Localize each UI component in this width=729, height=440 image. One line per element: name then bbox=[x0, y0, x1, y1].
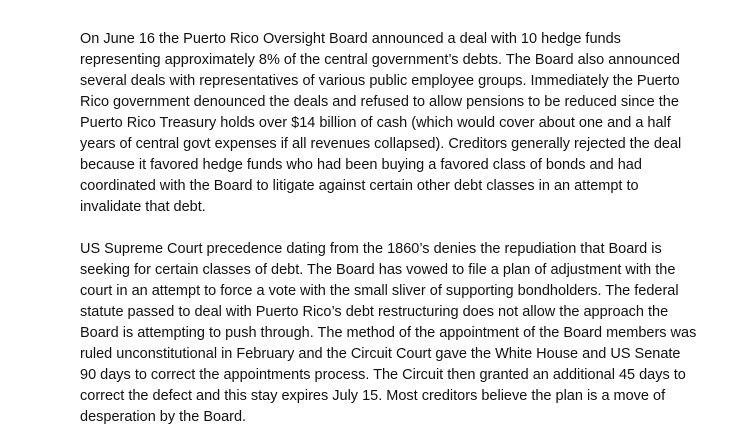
paragraph-oversight-board-deal: On June 16 the Puerto Rico Oversight Board announced a deal with 10 hedge funds representing approximately 8% of the central government’s debts. The Board also announced several deals with representatives of various public employee groups. Immediately the Puerto Rico government denounced the deals and refused to allow pensions to be reduced since the Puerto Rico Treasury holds over $14 billion of cash (which would cover about one and a half years of central govt expenses if all revenues collapsed). Creditors generally rejected the deal because it favored hedge funds who had been buying a favored class of bonds and had coordinated with the Board to litigate against certain other debt classes in an attempt to invalidate that debt. bbox=[80, 31, 682, 215]
paragraph-supreme-court-precedence: US Supreme Court precedence dating from the 1860’s denies the repudiation that Board is seeking for certain classes of debt. The Board has vowed to file a plan of adjustment with the court in an attempt to force a vote with the small sliver of supporting bondholders. The federal statute passed to deal with Puerto Rico’s debt restructuring does not allow the approach the Board is attempting to push through. The method of the appointment of the Board members was ruled unconstitutional in February and the Circuit Court gave the White House and US Senate 90 days to correct the appointments process. The Circuit then granted an additional 45 days to correct the defect and this stay expires July 15. Most creditors believe the plan is a move of desperation by the Board. bbox=[80, 241, 697, 425]
document-body bbox=[80, 29, 729, 428]
